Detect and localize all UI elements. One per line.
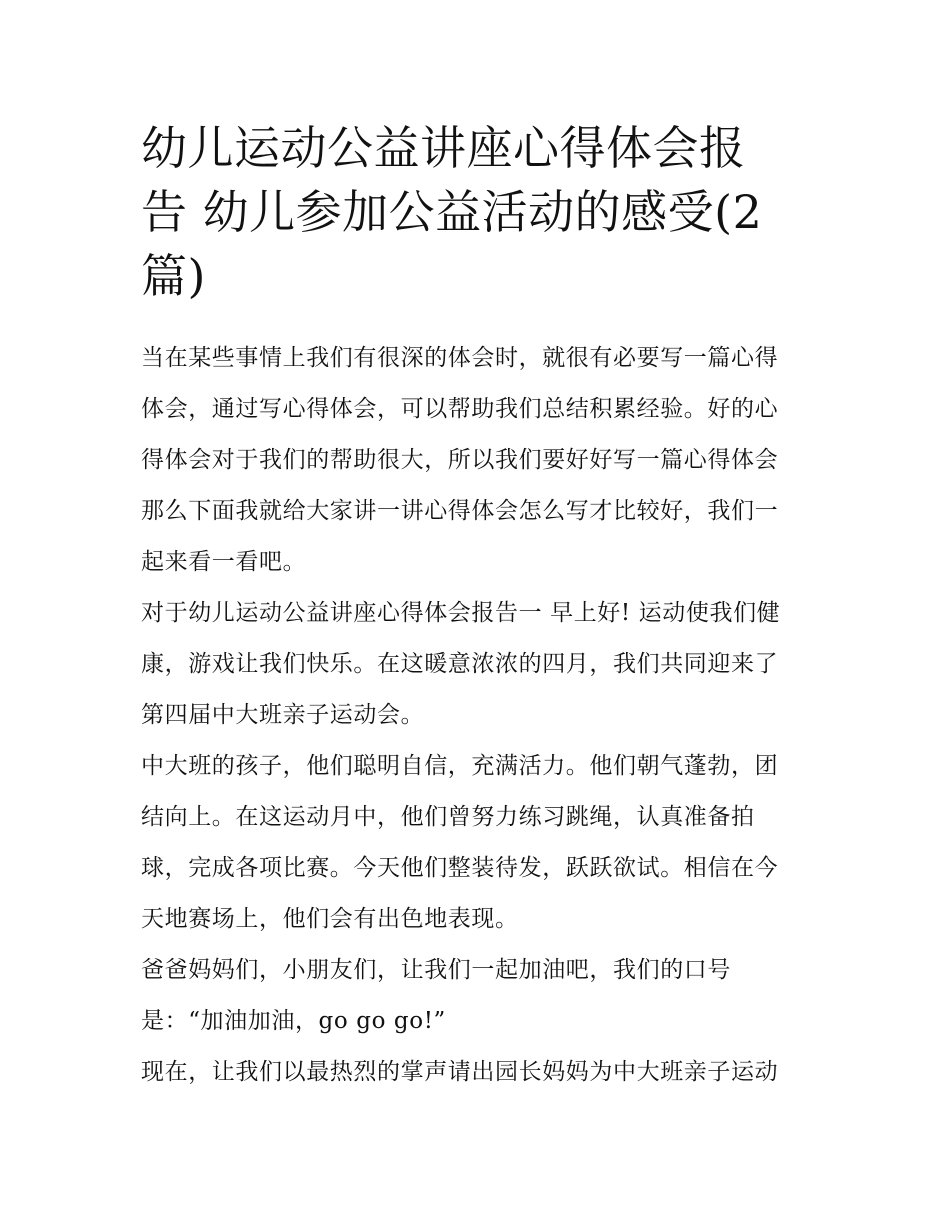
body-line: 爸爸妈妈们，小朋友们，让我们一起加油吧，我们的口号 [141, 957, 731, 983]
body-line: 现在，让我们以最热烈的掌声请出园长妈妈为中大班亲子运动 [141, 1059, 779, 1085]
body-line: 球，完成各项比赛。今天他们整装待发，跃跃欲试。相信在今 [141, 855, 779, 881]
body-line: 是：“加油加油，go go go!” [141, 1008, 446, 1034]
body-line: 得体会对于我们的帮助很大，所以我们要好好写一篇心得体会 [141, 447, 779, 473]
body-line: 对于幼儿运动公益讲座心得体会报告一 早上好! 运动使我们健 [141, 600, 781, 626]
body-line: 那么下面我就给大家讲一讲心得体会怎么写才比较好，我们一 [141, 498, 779, 524]
title-line: 告 幼儿参加公益活动的感受(2 [141, 185, 763, 239]
title-line: 幼儿运动公益讲座心得体会报 [141, 121, 746, 175]
document-body [141, 333, 816, 1098]
body-line: 当在某些事情上我们有很深的体会时，就很有必要写一篇心得 [141, 345, 779, 371]
body-line: 起来看一看吧。 [141, 549, 307, 575]
body-line: 体会，通过写心得体会，可以帮助我们总结积累经验。好的心 [141, 396, 779, 422]
body-line: 天地赛场上，他们会有出色地表现。 [141, 906, 519, 932]
body-line: 第四届中大班亲子运动会。 [141, 702, 425, 728]
document-title [141, 116, 816, 308]
document-content [141, 116, 816, 1098]
body-line: 中大班的孩子，他们聪明自信，充满活力。他们朝气蓬勃，团 [141, 753, 779, 779]
title-line: 篇) [141, 249, 206, 303]
body-line: 康，游戏让我们快乐。在这暖意浓浓的四月，我们共同迎来了 [141, 651, 779, 677]
body-line: 结向上。在这运动月中，他们曾努力练习跳绳，认真准备拍 [141, 804, 755, 830]
